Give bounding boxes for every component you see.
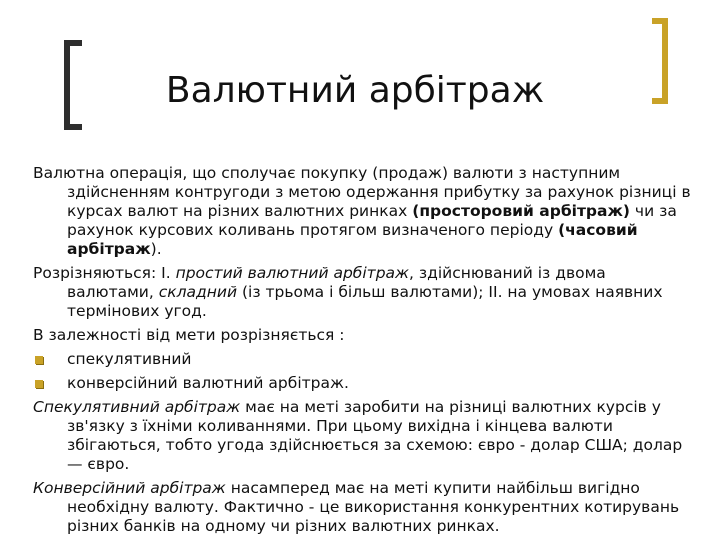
square-bullet-icon	[35, 380, 43, 388]
text-span: , здійснюваний із двома валютами,	[67, 264, 606, 301]
paragraph-purpose: В залежності від мети розрізняється :	[33, 326, 345, 344]
text-span: чи за рахунок курсових коливань протягом визначеного періоду	[67, 202, 677, 239]
square-bullet-icon	[35, 356, 43, 364]
bullet-label: спекулятивний	[67, 350, 192, 368]
slide-title: Валютний арбітраж	[165, 70, 545, 111]
italic-term-simple: простий валютний арбітраж	[175, 264, 410, 282]
text-span: має на меті заробити на різниці валютних курсів у зв'язку з їхніми коливаннями. При цьому вихідна і кінцева валюти збігаються, тобто угода здійснюється за схемою: євро - долар США; долар — євро.	[67, 398, 683, 473]
text-span: (із трьома і більш валютами); II. на умовах наявних термінових угод.	[67, 283, 663, 320]
paragraph-definition	[33, 164, 693, 259]
text-span: насамперед має на меті купити найбільш вигідно необхідну валюту. Фактично - це використання конкурентних котирувань різних банків на одному чи різних валютних ринках.	[67, 479, 680, 535]
slide-body	[33, 164, 693, 541]
text-span: Розрізняються: I.	[33, 264, 176, 282]
bullet-label: конверсійний валютний арбітраж.	[67, 374, 349, 392]
text-span: Валютна операція, що сполучає покупку (продаж) валюти з наступним здійсненням контругоди з метою одержання прибутку за рахунок різниці в курсах валют на різних валютних ринках	[33, 164, 691, 220]
bold-term-spatial: (просторовий арбітраж)	[412, 202, 630, 220]
italic-term-speculative: Спекулятивний арбітраж	[33, 398, 241, 416]
italic-term-complex: складний	[158, 283, 238, 301]
bullet-item-speculative	[33, 350, 693, 369]
text-span: ).	[150, 240, 162, 258]
bullet-item-conversion	[33, 374, 693, 393]
paragraph-types	[33, 264, 693, 321]
italic-term-conversion: Конверсійний арбітраж	[33, 479, 226, 497]
bold-term-temporal: (часовий арбітраж	[67, 221, 638, 258]
paragraph-conversion	[33, 479, 693, 536]
paragraph-speculative	[33, 398, 693, 474]
